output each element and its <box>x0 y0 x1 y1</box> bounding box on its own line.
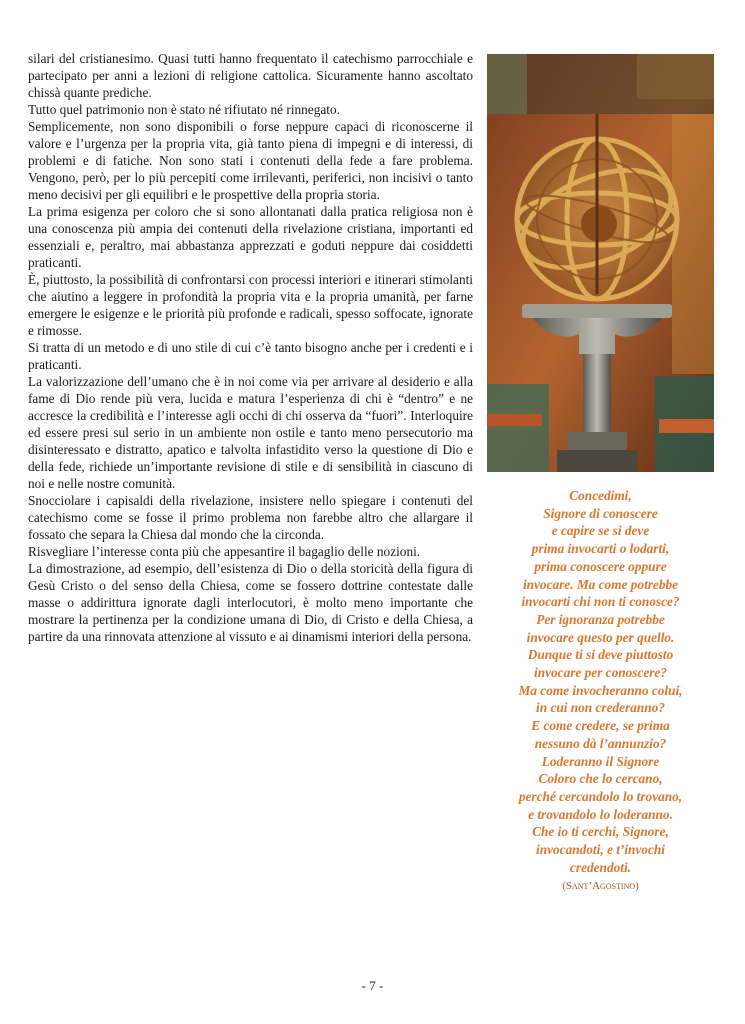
quote-line: Ma come invocheranno colui, <box>518 682 683 698</box>
quote-line: nessuno dà l’annunzio? <box>534 735 667 751</box>
quote-line: e capire se si deve <box>551 523 650 539</box>
paragraph: Snocciolare i capisaldi della rivelazione, insistere nello spiegare i contenuti del catechismo come se fosse il primo problema non farebbe altro che allargare il fossato che separa la Chiesa dal mondo che la circonda. <box>28 493 473 542</box>
paragraph: Si tratta di un metodo e di uno stile di cui c’è tanto bisogno anche per i credenti e i praticanti. <box>28 340 473 372</box>
quote-line: Che io ti cerchi, Signore, <box>532 824 669 840</box>
armillary-sphere-painting <box>487 54 714 472</box>
quote-line: invocare questo per quello. <box>526 629 675 645</box>
paragraph: silari del cristianesimo. Quasi tutti hanno frequentato il catechismo parrocchiale e partecipato per anni a lezioni di religione cattolica. Sicuramente hanno ascoltato chissà quante prediche. <box>28 51 473 100</box>
paragraph: Semplicemente, non sono disponibili o forse neppure capaci di riconoscerne il valore e l’urgenza per la propria vita, già tanto piena di impegni e di interessi, di problemi e di fatiche. Non sono stati i contenuti della fede a fare problema. Vengono, però, per lo più percepiti come irrilevanti, periferici, non incisivi o tanto meno decisivi per gli equilibri e le prospettive della propria storia. <box>28 119 473 202</box>
quote-line: prima conoscere oppure <box>534 558 667 574</box>
paragraph: La prima esigenza per coloro che si sono allontanati dalla pratica religiosa non è una conoscenza più ampia dei contenuti della rivelazione cristiana, importanti ed essenziali e, peraltro, mai abbastanza apprezzati e goduti neppure dai cosiddetti praticanti. <box>28 204 473 270</box>
saint-augustine-quote <box>487 487 714 896</box>
quote-line: Per ignoranza potrebbe <box>536 611 665 627</box>
quote-line: invocandoti, e t’invochi <box>536 842 665 858</box>
paragraph: La valorizzazione dell’umano che è in noi come via per arrivare al desiderio e alla fame di Dio rende più vera, lucida e matura l’esperienza di chi è “dentro” e ne accresce la credibilità e l’interesse agli occhi di chi osserva da “fuori”. Interloquire ed essere presi sul serio in un ambiente non ostile e tanto meno persecutorio ma disinteressato e distratto, apatico e talvolta infastidito verso la questione di Dio e della fede, richiede un’importante revisione di stile e di sensibilità in ciascuno di noi e nelle nostre comunità. <box>28 374 473 491</box>
quote-line: perché cercandolo lo trovano, <box>518 788 683 804</box>
paragraph: La dimostrazione, ad esempio, dell’esistenza di Dio o della storicità della figura di Gesù Cristo o del senso della Chiesa, come se fossero dottrine contestate dalle masse o addirittura ignorate dagli interlocutori, è molto meno importante che mostrare la pertinenza per la condizione umana di Dio, di Cristo e della Chiesa, a partire da una rinnovata attenzione al vissuto e ai dinamismi interiori della persona. <box>28 561 473 644</box>
paragraph: Risvegliare l’interesse conta più che appesantire il bagaglio delle nozioni. <box>28 544 421 559</box>
quote-line: Loderanno il Signore <box>541 753 660 769</box>
page-number: - 7 - <box>361 978 384 993</box>
quote-line: e trovandolo lo loderanno. <box>528 806 673 822</box>
paragraph: Tutto quel patrimonio non è stato né rifiutato né rinnegato. <box>28 102 340 117</box>
body-text <box>28 50 473 645</box>
quote-line: E come credere, se prima <box>531 718 670 734</box>
quote-attribution: (Sant’Agostino) <box>562 880 639 893</box>
quote-line: Dunque ti si deve piuttosto <box>527 647 674 663</box>
paragraph: È, piuttosto, la possibilità di confrontarsi con processi interiori e itinerari stimolanti che aiutino a leggere in profondità la propria vita e la propria umanità, per farne emergere le esigenze e le priorità più profonde e radicali, spesso soffocate, ignorate e rimosse. <box>28 272 473 338</box>
quote-line: Concedimi, <box>569 488 632 503</box>
quote-line: credendoti. <box>570 859 631 875</box>
quote-line: Signore di conoscere <box>543 505 658 521</box>
quote-line: invocare per conoscere? <box>534 665 667 681</box>
quote-line: invocarti chi non ti conosce? <box>521 594 680 610</box>
quote-line: invocare. Ma come potrebbe <box>522 576 679 592</box>
quote-line: Coloro che lo cercano, <box>538 771 663 787</box>
sidebar <box>487 54 714 896</box>
quote-line: prima invocarti o lodarti, <box>531 541 670 557</box>
quote-line: in cui non crederanno? <box>536 700 665 716</box>
